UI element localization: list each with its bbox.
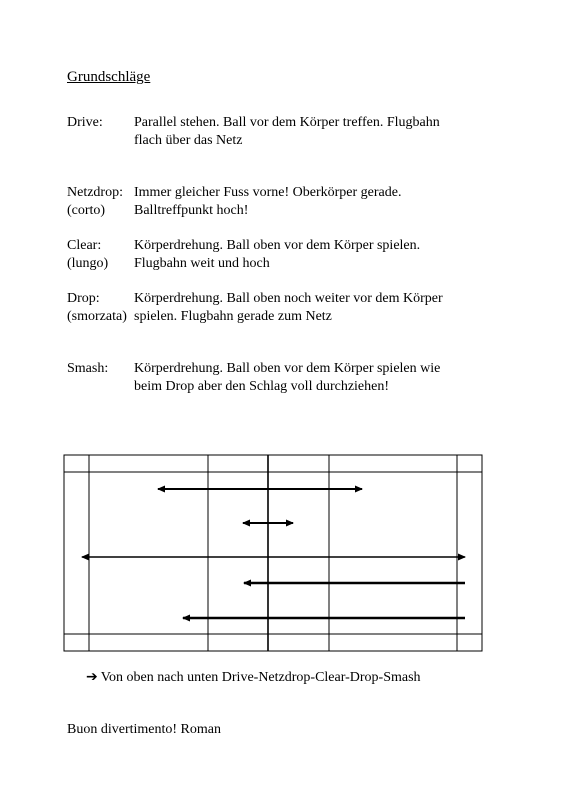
page-title: Grundschläge <box>67 69 151 85</box>
closing-line: Buon divertimento! Roman <box>67 722 221 737</box>
stroke-term-drop-alt: (smorzata) <box>67 309 127 324</box>
caption-text: Von oben nach unten Drive-Netzdrop-Clear-Drop-Smash <box>100 670 421 685</box>
court-lines <box>64 455 482 651</box>
stroke-term-clear: Clear: <box>67 238 102 253</box>
stroke-desc-netzdrop-line1: Immer gleicher Fuss vorne! Oberkörper gerade. <box>134 185 402 200</box>
stroke-desc-smash-line1: Körperdrehung. Ball oben vor dem Körper spielen wie <box>134 361 441 376</box>
right-arrow-icon: ➔ <box>86 669 98 685</box>
stroke-desc-drive-line2: flach über das Netz <box>134 133 243 148</box>
caption <box>86 668 421 687</box>
stroke-desc-smash-line2: beim Drop aber den Schlag voll durchziehen! <box>134 379 390 394</box>
stroke-desc-drop-line2: spielen. Flugbahn gerade zum Netz <box>134 309 332 324</box>
stroke-desc-netzdrop-line2: Balltreffpunkt hoch! <box>134 203 249 218</box>
stroke-desc-clear-line1: Körperdrehung. Ball oben vor dem Körper spielen. <box>134 238 421 253</box>
stroke-term-smash: Smash: <box>67 361 109 376</box>
stroke-term-drop: Drop: <box>67 291 100 306</box>
stroke-desc-clear-line2: Flugbahn weit und hoch <box>134 256 270 271</box>
stroke-term-clear-alt: (lungo) <box>67 256 109 271</box>
stroke-term-netzdrop: Netzdrop: <box>67 185 123 200</box>
court-outline <box>64 455 482 651</box>
stroke-term-drive: Drive: <box>67 115 103 130</box>
stroke-desc-drive-line1: Parallel stehen. Ball vor dem Körper treffen. Flugbahn <box>134 115 440 130</box>
stroke-desc-drop-line1: Körperdrehung. Ball oben noch weiter vor dem Körper <box>134 291 443 306</box>
stroke-term-netzdrop-alt: (corto) <box>67 203 106 218</box>
